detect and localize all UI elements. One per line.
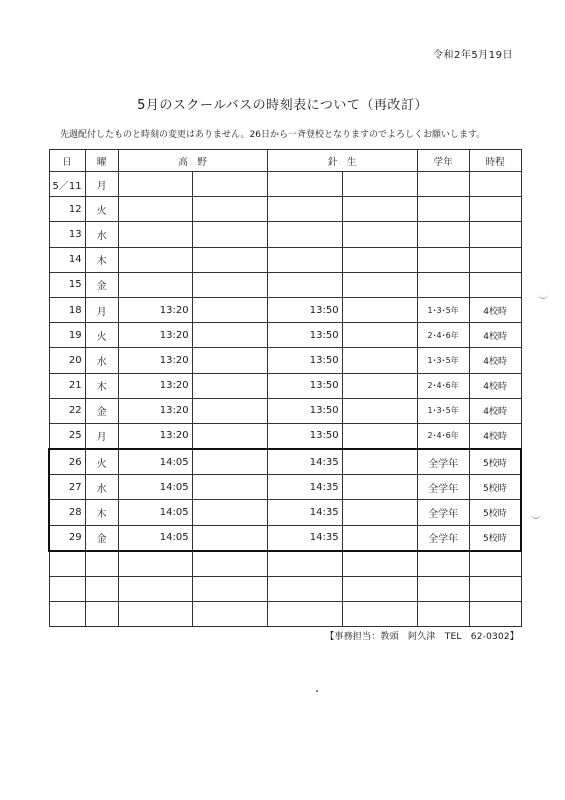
period-cell <box>469 172 521 197</box>
grade-cell: 2･4･6年 <box>417 423 469 449</box>
haribu-blank-cell <box>342 475 417 500</box>
table-row <box>49 500 521 525</box>
weekday-cell: 金 <box>85 398 118 423</box>
table-row <box>49 272 521 297</box>
grade-cell <box>417 197 469 222</box>
table-row <box>49 323 521 348</box>
haribu-blank-cell <box>342 449 417 475</box>
grade-cell <box>417 272 469 297</box>
day-cell: 25 <box>49 423 85 449</box>
haribu-blank-cell <box>342 172 417 197</box>
haribu-blank-cell <box>342 323 417 348</box>
grade-cell: 1･3･5年 <box>417 398 469 423</box>
takano-blank-cell <box>192 602 267 627</box>
table-row <box>49 297 521 322</box>
grade-cell <box>417 172 469 197</box>
table-body <box>49 172 521 627</box>
weekday-cell <box>85 602 118 627</box>
weekday-cell: 月 <box>85 297 118 322</box>
takano-blank-cell <box>192 449 267 475</box>
takano-time-cell: 14:05 <box>118 449 192 475</box>
period-cell <box>469 222 521 247</box>
table-header-row <box>49 150 521 172</box>
weekday-cell: 木 <box>85 247 118 272</box>
takano-time-cell <box>118 577 192 602</box>
period-cell <box>469 247 521 272</box>
weekday-cell: 火 <box>85 323 118 348</box>
weekday-cell: 火 <box>85 449 118 475</box>
table-row <box>49 525 521 551</box>
grade-cell <box>417 577 469 602</box>
haribu-time-cell <box>267 222 342 247</box>
weekday-cell: 金 <box>85 272 118 297</box>
haribu-time-cell <box>267 172 342 197</box>
grade-cell: 2･4･6年 <box>417 323 469 348</box>
haribu-time-cell: 14:35 <box>267 500 342 525</box>
haribu-blank-cell <box>342 577 417 602</box>
takano-blank-cell <box>192 500 267 525</box>
takano-blank-cell <box>192 222 267 247</box>
takano-time-cell: 14:05 <box>118 475 192 500</box>
table-row <box>49 398 521 423</box>
haribu-time-cell: 13:50 <box>267 297 342 322</box>
period-cell <box>469 602 521 627</box>
haribu-blank-cell <box>342 398 417 423</box>
grade-cell: 全学年 <box>417 500 469 525</box>
grade-cell: 全学年 <box>417 475 469 500</box>
day-cell <box>49 551 85 577</box>
document-date: 令和2年5月19日 <box>433 50 513 61</box>
grade-cell: 全学年 <box>417 525 469 551</box>
weekday-cell: 木 <box>85 373 118 398</box>
grade-cell: 2･4･6年 <box>417 373 469 398</box>
day-cell: 14 <box>49 247 85 272</box>
takano-time-cell <box>118 197 192 222</box>
haribu-blank-cell <box>342 551 417 577</box>
bus-timetable <box>48 149 522 627</box>
period-cell: 4校時 <box>469 297 521 322</box>
day-cell: 5／11 <box>49 172 85 197</box>
haribu-blank-cell <box>342 602 417 627</box>
header-period: 時程 <box>469 150 521 172</box>
takano-blank-cell <box>192 551 267 577</box>
haribu-blank-cell <box>342 297 417 322</box>
takano-time-cell: 14:05 <box>118 500 192 525</box>
haribu-blank-cell <box>342 525 417 551</box>
haribu-blank-cell <box>342 500 417 525</box>
day-cell: 26 <box>49 449 85 475</box>
takano-time-cell: 13:20 <box>118 323 192 348</box>
grade-cell: 1･3･5年 <box>417 348 469 373</box>
takano-blank-cell <box>192 247 267 272</box>
period-cell: 5校時 <box>469 475 521 500</box>
period-cell: 5校時 <box>469 500 521 525</box>
table-row <box>49 423 521 449</box>
takano-time-cell: 13:20 <box>118 297 192 322</box>
takano-time-cell <box>118 222 192 247</box>
takano-blank-cell <box>192 272 267 297</box>
day-cell: 18 <box>49 297 85 322</box>
haribu-time-cell <box>267 551 342 577</box>
period-cell <box>469 577 521 602</box>
haribu-time-cell <box>267 272 342 297</box>
grade-cell: 全学年 <box>417 449 469 475</box>
takano-time-cell: 13:20 <box>118 423 192 449</box>
haribu-blank-cell <box>342 272 417 297</box>
table-row <box>49 348 521 373</box>
day-cell: 27 <box>49 475 85 500</box>
day-cell <box>49 577 85 602</box>
header-takano: 高 野 <box>118 150 267 172</box>
takano-time-cell: 13:20 <box>118 398 192 423</box>
period-cell <box>469 197 521 222</box>
haribu-time-cell: 14:35 <box>267 449 342 475</box>
period-cell: 4校時 <box>469 398 521 423</box>
takano-time-cell <box>118 551 192 577</box>
haribu-time-cell <box>267 247 342 272</box>
table-row <box>49 449 521 475</box>
table-row <box>49 551 521 577</box>
weekday-cell: 月 <box>85 423 118 449</box>
grade-cell <box>417 551 469 577</box>
period-cell: 4校時 <box>469 373 521 398</box>
contact-info: 【事務担当：教頭 阿久津 TEL 62-0302】 <box>325 632 519 642</box>
header-haribu: 針 生 <box>267 150 417 172</box>
haribu-time-cell: 14:35 <box>267 475 342 500</box>
haribu-time-cell: 13:50 <box>267 323 342 348</box>
takano-blank-cell <box>192 323 267 348</box>
table-row <box>49 373 521 398</box>
haribu-time-cell <box>267 577 342 602</box>
grade-cell <box>417 222 469 247</box>
takano-time-cell <box>118 247 192 272</box>
haribu-time-cell: 14:35 <box>267 525 342 551</box>
day-cell: 28 <box>49 500 85 525</box>
haribu-blank-cell <box>342 222 417 247</box>
haribu-blank-cell <box>342 197 417 222</box>
table-row <box>49 577 521 602</box>
day-cell: 13 <box>49 222 85 247</box>
day-cell: 19 <box>49 323 85 348</box>
haribu-time-cell: 13:50 <box>267 423 342 449</box>
period-cell <box>469 551 521 577</box>
weekday-cell: 水 <box>85 475 118 500</box>
scan-mark <box>531 510 541 519</box>
weekday-cell: 火 <box>85 197 118 222</box>
takano-blank-cell <box>192 525 267 551</box>
haribu-blank-cell <box>342 423 417 449</box>
takano-blank-cell <box>192 373 267 398</box>
takano-time-cell <box>118 272 192 297</box>
weekday-cell: 水 <box>85 222 118 247</box>
takano-blank-cell <box>192 172 267 197</box>
table-row <box>49 222 521 247</box>
haribu-blank-cell <box>342 348 417 373</box>
day-cell: 20 <box>49 348 85 373</box>
takano-blank-cell <box>192 197 267 222</box>
haribu-time-cell: 13:50 <box>267 398 342 423</box>
haribu-time-cell <box>267 197 342 222</box>
table-row <box>49 197 521 222</box>
weekday-cell: 金 <box>85 525 118 551</box>
takano-blank-cell <box>192 348 267 373</box>
haribu-time-cell: 13:50 <box>267 348 342 373</box>
day-cell: 22 <box>49 398 85 423</box>
haribu-time-cell <box>267 602 342 627</box>
table-row <box>49 247 521 272</box>
weekday-cell: 木 <box>85 500 118 525</box>
haribu-blank-cell <box>342 373 417 398</box>
takano-blank-cell <box>192 577 267 602</box>
day-cell: 12 <box>49 197 85 222</box>
scan-dot <box>316 690 318 692</box>
period-cell: 4校時 <box>469 423 521 449</box>
takano-time-cell: 14:05 <box>118 525 192 551</box>
day-cell: 29 <box>49 525 85 551</box>
takano-time-cell: 13:20 <box>118 348 192 373</box>
weekday-cell <box>85 551 118 577</box>
takano-blank-cell <box>192 297 267 322</box>
grade-cell: 1･3･5年 <box>417 297 469 322</box>
takano-blank-cell <box>192 398 267 423</box>
header-weekday: 曜 <box>85 150 118 172</box>
table-row <box>49 602 521 627</box>
weekday-cell <box>85 577 118 602</box>
takano-blank-cell <box>192 423 267 449</box>
takano-time-cell: 13:20 <box>118 373 192 398</box>
day-cell <box>49 602 85 627</box>
takano-time-cell <box>118 602 192 627</box>
period-cell: 4校時 <box>469 323 521 348</box>
period-cell: 4校時 <box>469 348 521 373</box>
haribu-blank-cell <box>342 247 417 272</box>
period-cell: 5校時 <box>469 525 521 551</box>
weekday-cell: 水 <box>85 348 118 373</box>
haribu-time-cell: 13:50 <box>267 373 342 398</box>
day-cell: 15 <box>49 272 85 297</box>
header-day: 日 <box>49 150 85 172</box>
document-subtitle: 先週配付したものと時刻の変更はありません。26日から一斉登校となりますのでよろしくお願いします。 <box>60 130 486 140</box>
day-cell: 21 <box>49 373 85 398</box>
period-cell <box>469 272 521 297</box>
table-row <box>49 172 521 197</box>
document-title: 5月のスクールバスの時刻表について（再改訂） <box>137 98 428 113</box>
weekday-cell: 月 <box>85 172 118 197</box>
takano-time-cell <box>118 172 192 197</box>
period-cell: 5校時 <box>469 449 521 475</box>
grade-cell <box>417 247 469 272</box>
takano-blank-cell <box>192 475 267 500</box>
header-grade: 学年 <box>417 150 469 172</box>
scan-mark <box>538 290 548 299</box>
grade-cell <box>417 602 469 627</box>
table-row <box>49 475 521 500</box>
